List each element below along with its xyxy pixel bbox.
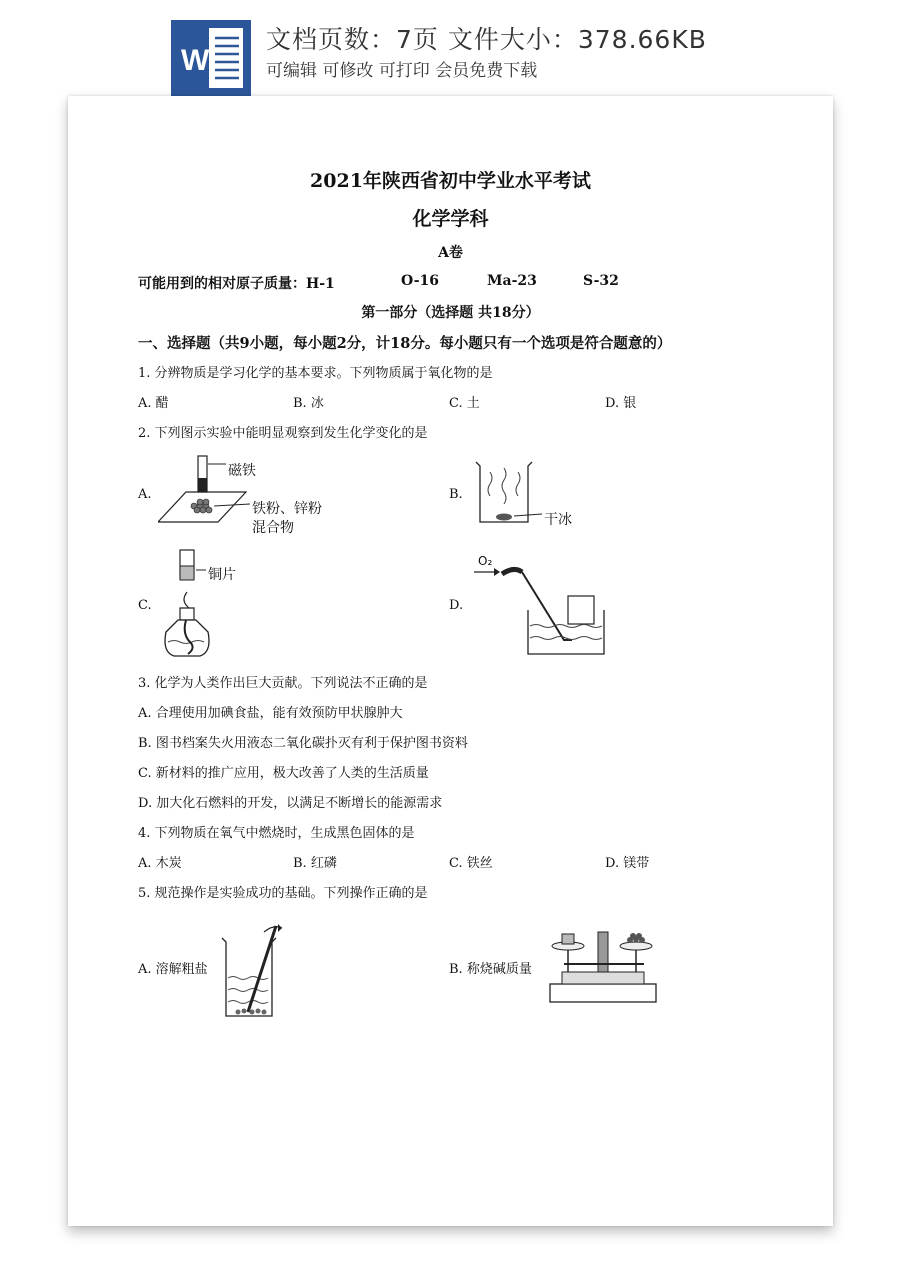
question-3-option-c: C. 新材料的推广应用，极大改善了人类的生活质量 — [138, 766, 429, 781]
word-document-icon — [171, 20, 251, 96]
file-info-header — [0, 0, 900, 96]
figure-oxygen-trough — [472, 552, 612, 660]
question-5-option-a: A. 溶解粗盐 — [138, 962, 208, 977]
file-features-subtitle: 可编辑 可修改 可打印 会员免费下载 — [266, 61, 538, 81]
figure-b-dry-ice-label: 干冰 — [544, 512, 572, 528]
question-1-stem: 1. 分辨物质是学习化学的基本要求。下列物质属于氧化物的是 — [138, 366, 493, 381]
question-2-label-c: C. — [138, 598, 152, 613]
figure-c-copper-label: 铜片 — [208, 567, 236, 583]
question-1-option-b: B. 冰 — [293, 396, 324, 411]
atomic-mass-o: O-16 — [401, 273, 440, 289]
word-icon-letter: W — [181, 44, 210, 77]
atomic-mass-na: Ma-23 — [487, 273, 537, 289]
question-4-stem: 4. 下列物质在氧气中燃烧时，生成黑色固体的是 — [138, 826, 415, 841]
figure-a-magnet-label: 磁铁 — [228, 463, 256, 479]
question-5-stem: 5. 规范操作是实验成功的基础。下列操作正确的是 — [138, 886, 428, 901]
figure-balance-scale — [548, 924, 660, 1004]
atomic-mass-s: S-32 — [583, 273, 619, 289]
figure-a-powder-label: 铁粉、锌粉 — [252, 501, 322, 517]
atomic-mass-label: 可能用到的相对原子质量：H-1 — [138, 276, 335, 292]
question-5-option-b: B. 称烧碱质量 — [449, 962, 532, 977]
question-2-label-d: D. — [449, 598, 464, 613]
question-2-stem: 2. 下列图示实验中能明显观察到发生化学变化的是 — [138, 426, 428, 441]
figure-dissolve-salt — [218, 918, 302, 1020]
question-3-stem: 3. 化学为人类作出巨大贡献。下列说法不正确的是 — [138, 676, 428, 691]
question-1-option-a: A. 醋 — [138, 396, 169, 411]
question-2-label-b: B. — [449, 487, 463, 502]
question-4-option-a: A. 木炭 — [138, 856, 182, 871]
question-3-option-a: A. 合理使用加碘食盐，能有效预防甲状腺肿大 — [138, 706, 403, 721]
question-1-option-c: C. 土 — [449, 396, 480, 411]
figure-d-oxygen-label: O₂ — [478, 554, 493, 568]
file-stats-title: 文档页数：7页 文件大小：378.66KB — [266, 25, 707, 54]
question-4-option-b: B. 红磷 — [293, 856, 337, 871]
figure-beaker-dry-ice — [470, 458, 590, 530]
section-one-heading: 一、选择题（共9小题，每小题2分，计18分。每小题只有一个选项是符合题意的） — [138, 335, 672, 352]
exam-subject: 化学学科 — [412, 208, 489, 230]
question-3-option-d: D. 加大化石燃料的开发，以满足不断增长的能源需求 — [138, 796, 443, 811]
exam-volume: A卷 — [438, 245, 463, 261]
exam-title: 2021年陕西省初中学业水平考试 — [310, 170, 591, 192]
question-4-option-d: D. 镁带 — [605, 856, 650, 871]
figure-a-mixture-label: 混合物 — [252, 520, 294, 536]
part-one-heading: 第一部分（选择题 共18分） — [361, 305, 540, 321]
question-3-option-b: B. 图书档案失火用液态二氧化碳扑灭有利于保护图书资料 — [138, 736, 468, 751]
question-4-option-c: C. 铁丝 — [449, 856, 493, 871]
question-2-label-a: A. — [138, 487, 152, 502]
document-page — [68, 96, 833, 1226]
question-1-option-d: D. 银 — [605, 396, 637, 411]
